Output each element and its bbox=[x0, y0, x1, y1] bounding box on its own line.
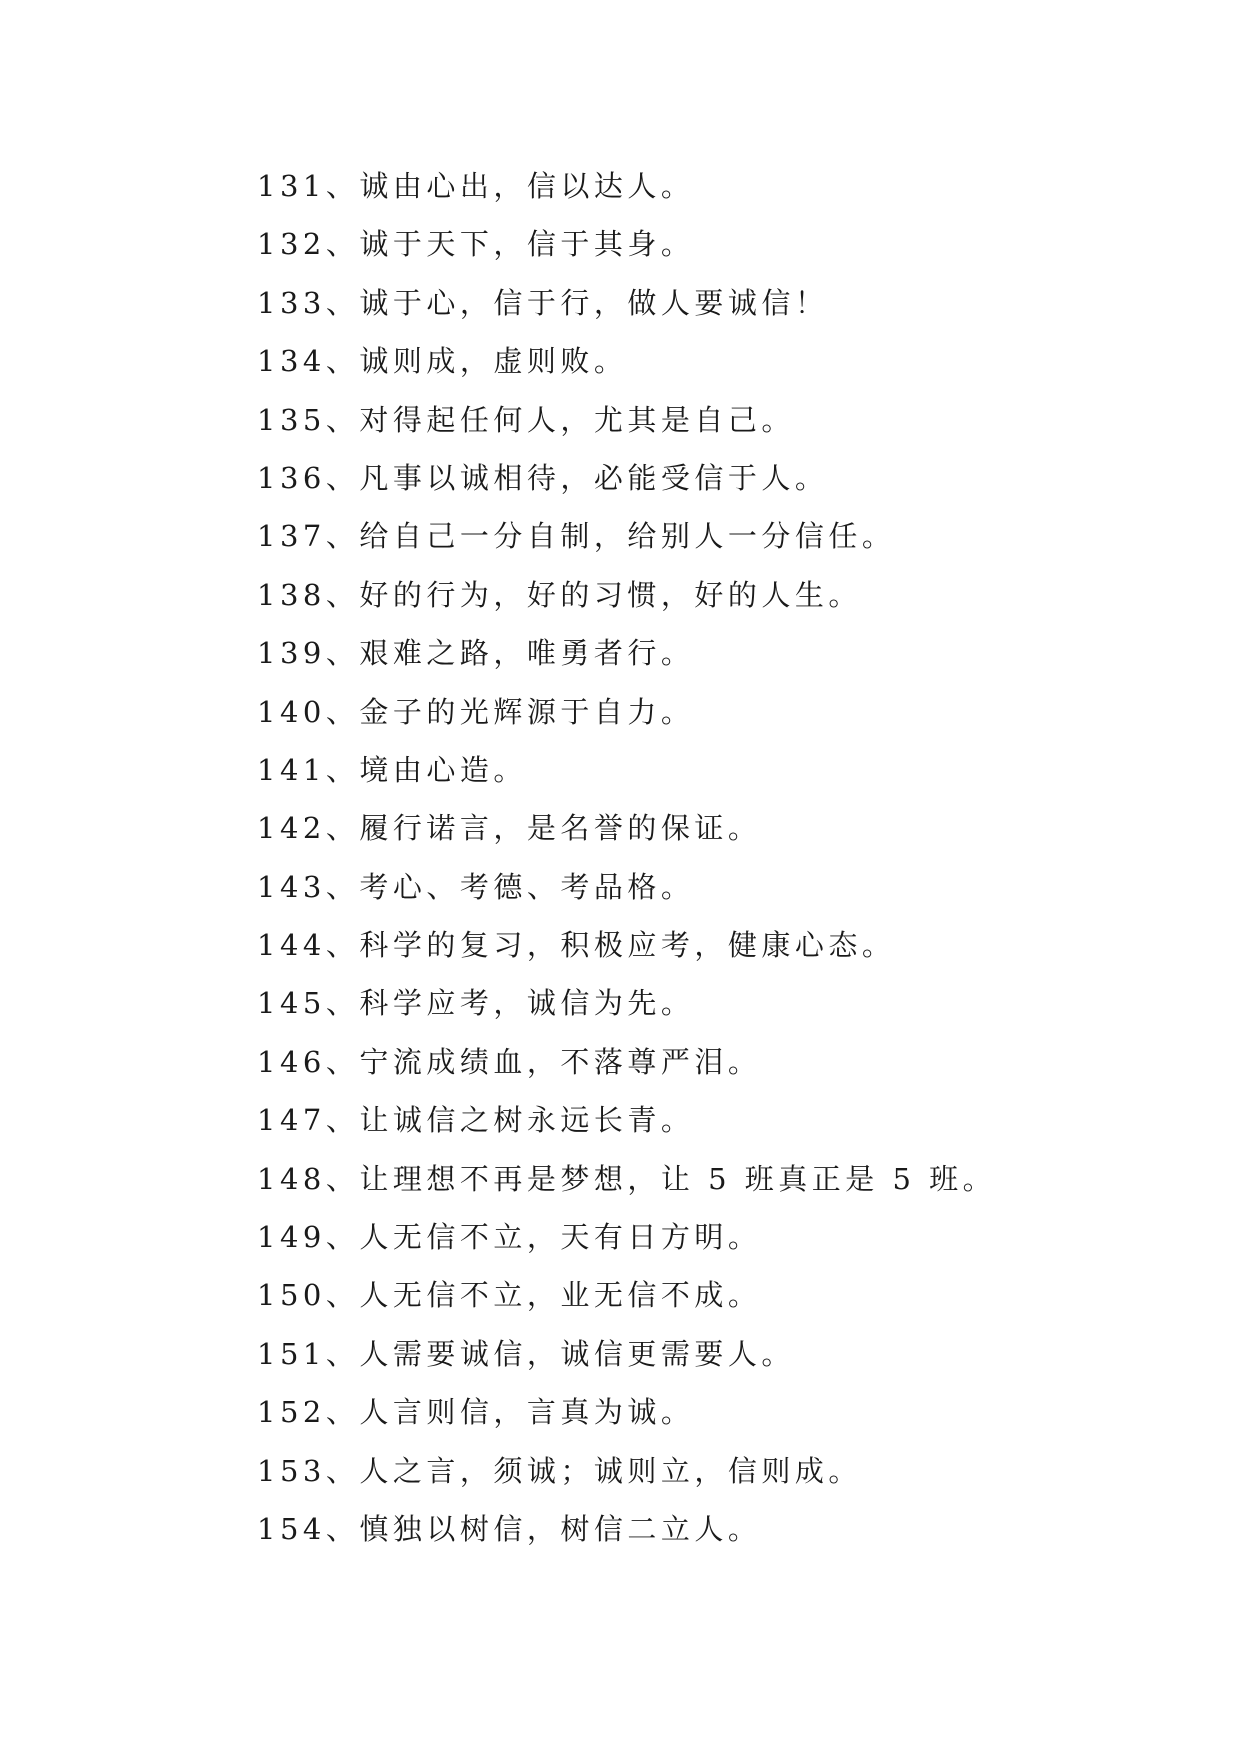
list-item: 148、让理想不再是梦想，让 5 班真正是 5 班。 bbox=[257, 1161, 997, 1196]
list-item: 154、慎独以树信，树信二立人。 bbox=[257, 1511, 762, 1546]
list-item: 131、诚由心出，信以达人。 bbox=[257, 169, 695, 203]
list-item: 142、履行诺言，是名誉的保证。 bbox=[257, 811, 762, 846]
list-item: 145、科学应考，诚信为先。 bbox=[257, 986, 695, 1021]
slogan-list bbox=[257, 157, 996, 1558]
list-item: 136、凡事以诚相待，必能受信于人。 bbox=[257, 460, 829, 495]
list-item: 144、科学的复习，积极应考，健康心态。 bbox=[257, 928, 896, 963]
list-item: 139、艰难之路，唯勇者行。 bbox=[257, 636, 695, 671]
list-item: 141、境由心造。 bbox=[257, 752, 527, 787]
list-item: 146、宁流成绩血，不落尊严泪。 bbox=[257, 1044, 762, 1079]
list-item: 143、考心、考德、考品格。 bbox=[257, 869, 695, 904]
list-item: 151、人需要诚信，诚信更需要人。 bbox=[257, 1336, 795, 1371]
list-item: 140、金子的光辉源于自力。 bbox=[257, 694, 695, 729]
list-item: 153、人之言，须诚；诚则立，信则成。 bbox=[257, 1453, 862, 1488]
list-item: 134、诚则成，虚则败。 bbox=[257, 344, 628, 379]
list-item: 150、人无信不立，业无信不成。 bbox=[257, 1278, 762, 1313]
list-item: 149、人无信不立，天有日方明。 bbox=[257, 1220, 762, 1255]
list-item: 137、给自己一分自制，给别人一分信任。 bbox=[257, 519, 896, 554]
list-item: 152、人言则信，言真为诚。 bbox=[257, 1395, 695, 1430]
list-item: 133、诚于心，信于行，做人要诚信！ bbox=[257, 285, 829, 320]
list-item: 138、好的行为，好的习惯，好的人生。 bbox=[257, 577, 862, 612]
list-item: 147、让诚信之树永远长青。 bbox=[257, 1103, 695, 1138]
list-item: 132、诚于天下，信于其身。 bbox=[257, 227, 695, 262]
list-item: 135、对得起任何人，尤其是自己。 bbox=[257, 402, 795, 437]
